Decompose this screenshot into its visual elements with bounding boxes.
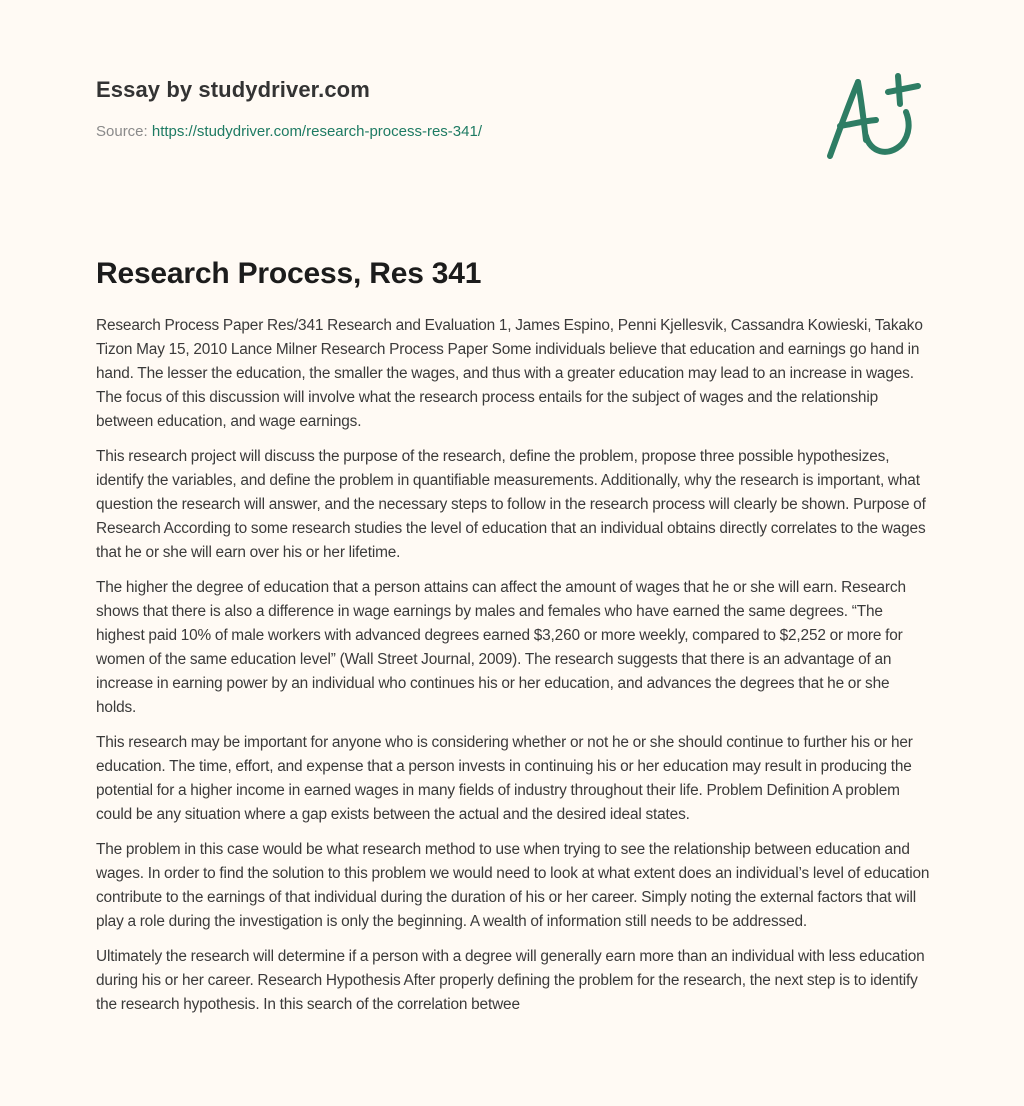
document-title: Research Process, Res 341 (96, 257, 482, 290)
paragraph: This research may be important for anyone who is considering whether or not he or she should continue to further his or her education. The time, effort, and expense that a person invests in continuing his or her education may result in producing the potential for a higher income in earned wages in many fields of industry throughout their life. Problem Definition A problem could be any situation where a gap exists between the actual and the desired ideal states. (96, 734, 913, 823)
page-header (96, 70, 796, 142)
paragraph: The problem in this case would be what research method to use when trying to see the relationship between education and wages. In order to find the solution to this problem we would need to look at what extent does an individual’s level of education contribute to the earnings of that individual during the duration of his or her career. Simply noting the external factors that will play a role during the investigation is only the beginning. A wealth of information still needs to be addressed. (96, 841, 930, 930)
source-label: Source: (96, 123, 152, 140)
paragraph: Ultimately the research will determine if a person with a degree will generally earn more than an individual with less education during his or her career. Research Hypothesis After properly defining the problem for the research, the next step is to identify the research hypothesis. In this search of the correlation betwee (96, 948, 925, 1013)
essay-body (96, 314, 932, 1028)
source-line (96, 122, 796, 142)
paragraph: Research Process Paper Res/341 Research and Evaluation 1, James Espino, Penni Kjellesvik, Cassandra Kowieski, Takako Tizon May 15, 2010 Lance Milner Research Process Paper Some individuals believe that education and earnings go hand in hand. The lesser the education, the smaller the wages, and thus with a greater education may lead to an increase in wages. The focus of this discussion will involve what the research process entails for the subject of wages and the relationship between education, and wage earnings. (96, 317, 923, 430)
paragraph: This research project will discuss the purpose of the research, define the problem, propose three possible hypothesizes, identify the variables, and define the problem in quantifiable measurements. Additionally, why the research is important, what question the research will answer, and the necessary steps to follow in the research process will clearly be shown. Purpose of Research According to some research studies the level of education that an individual obtains directly correlates to the wages that he or she will earn over his or her lifetime. (96, 448, 926, 561)
site-title: Essay by studydriver.com (96, 77, 370, 102)
a-plus-grade-icon (818, 64, 930, 168)
paragraph: The higher the degree of education that a person attains can affect the amount of wages that he or she will earn. Research shows that there is also a difference in wage earnings by males and females who have earned the same degrees. “The highest paid 10% of male workers with advanced degrees earned $3,260 or more weekly, compared to $2,252 or more for women of the same education level” (Wall Street Journal, 2009). The research suggests that there is an advantage of an increase in earning power by an individual who continues his or her education, and advances the degrees that he or she holds. (96, 579, 906, 716)
source-link[interactable]: https://studydriver.com/research-process-res-341/ (151, 123, 482, 140)
